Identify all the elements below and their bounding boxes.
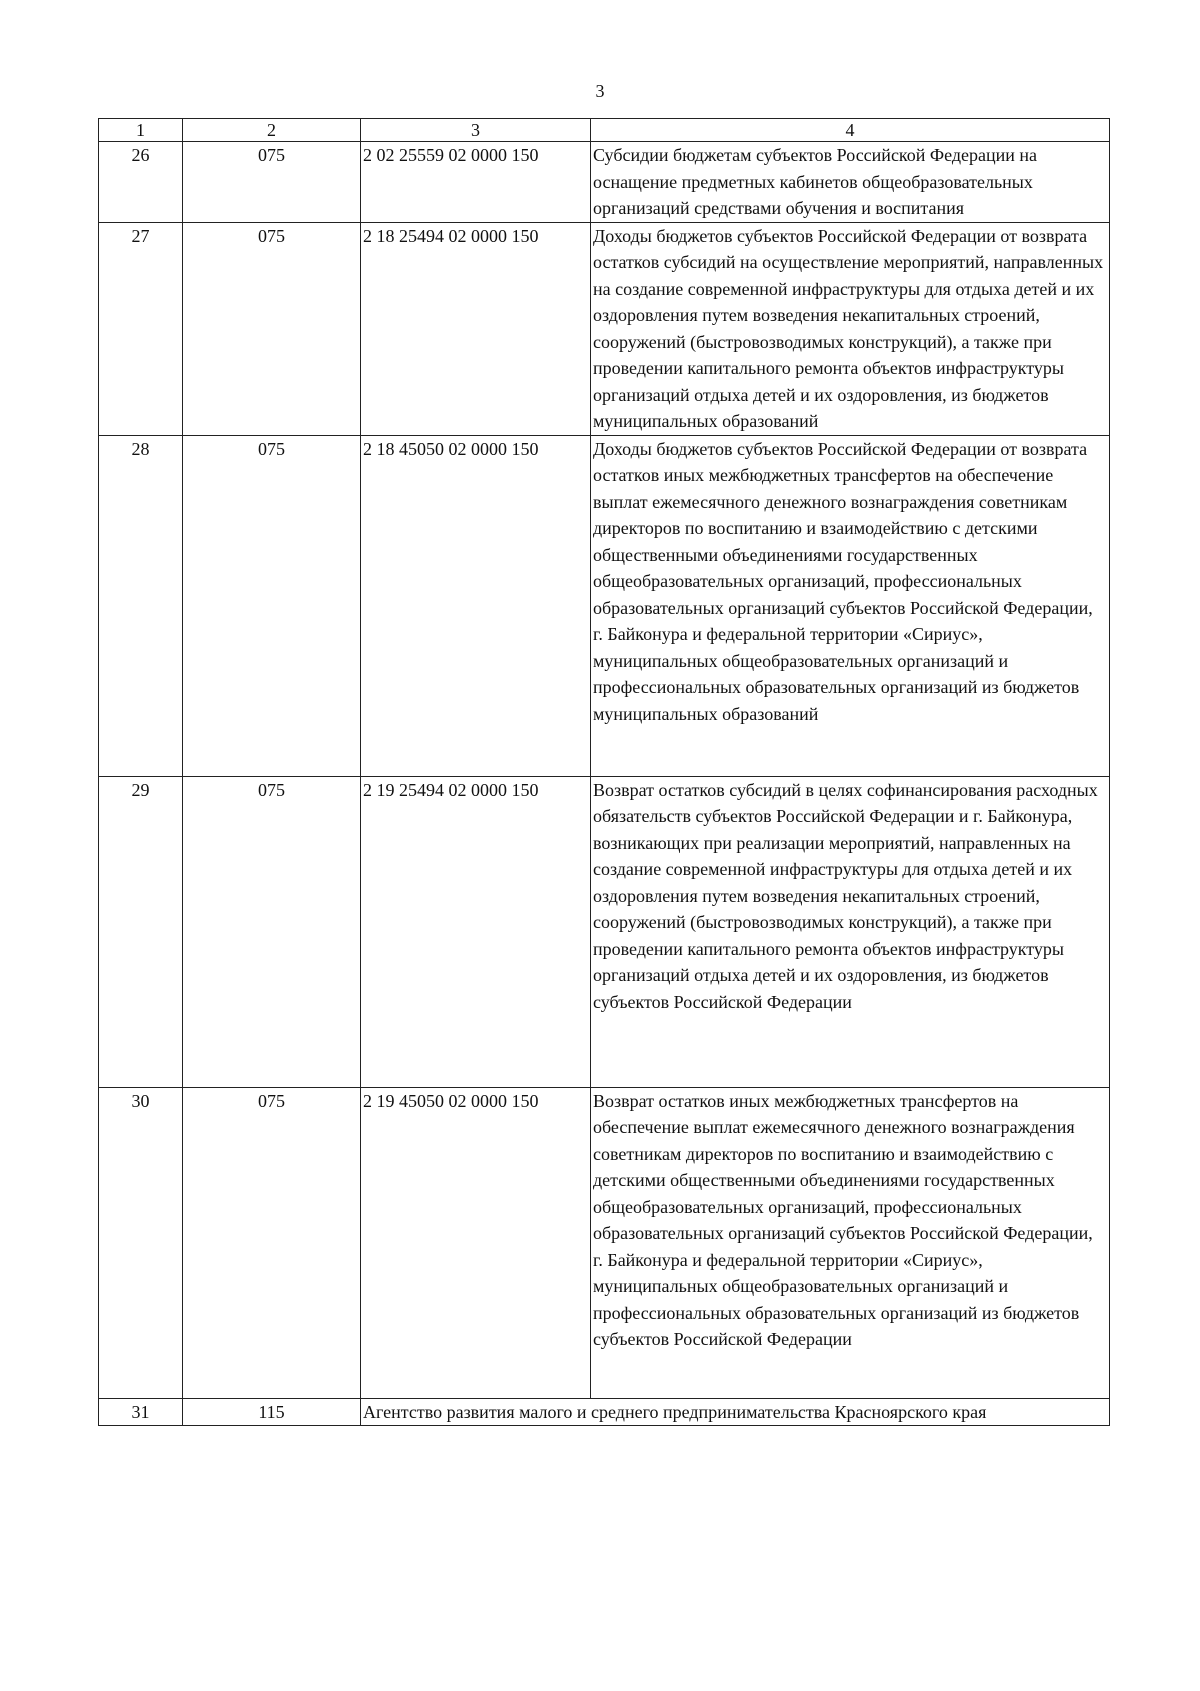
table-row	[99, 222, 1110, 435]
row-number: 29	[99, 776, 183, 1087]
income-description: Доходы бюджетов субъектов Российской Федерации от возврата остатков субсидий на осуществление мероприятий, направленных на создание современной инфраструктуры для отдыха детей и их оздоровления путем возведения некапитальных строений, сооружений (быстровозводимых конструкций), а также при проведении капитального ремонта объектов инфраструктуры организаций отдыха детей и их оздоровления, из бюджетов муниципальных образований	[591, 222, 1110, 435]
header-col-3: 3	[361, 119, 591, 142]
table-row	[99, 1398, 1110, 1426]
row-number: 27	[99, 222, 183, 435]
income-description: Возврат остатков субсидий в целях софинансирования расходных обязательств субъектов Российской Федерации и г. Байконура, возникающих при реализации мероприятий, направленных на создание современной инфраструктуры для отдыха детей и их оздоровления путем возведения некапитальных строений, сооружений (быстровозводимых конструкций), а также при проведении капитального ремонта объектов инфраструктуры организаций отдыха детей и их оздоровления, из бюджетов субъектов Российской Федерации	[591, 776, 1110, 1087]
admin-code: 075	[183, 142, 361, 223]
income-description: Субсидии бюджетам субъектов Российской Федерации на оснащение предметных кабинетов общеобразовательных организаций средствами обучения и воспитания	[591, 142, 1110, 223]
header-col-2: 2	[183, 119, 361, 142]
row-number: 26	[99, 142, 183, 223]
admin-code: 075	[183, 1087, 361, 1398]
agency-name: Агентство развития малого и среднего предпринимательства Красноярского края	[361, 1398, 1110, 1426]
table-row	[99, 435, 1110, 776]
table-header-row	[99, 119, 1110, 142]
admin-code: 075	[183, 222, 361, 435]
row-number: 28	[99, 435, 183, 776]
budget-code: 2 19 45050 02 0000 150	[361, 1087, 591, 1398]
admin-code: 115	[183, 1398, 361, 1426]
row-number: 31	[99, 1398, 183, 1426]
table-row	[99, 776, 1110, 1087]
admin-code: 075	[183, 776, 361, 1087]
budget-classification-table	[98, 118, 1110, 1426]
header-col-4: 4	[591, 119, 1110, 142]
table-row	[99, 142, 1110, 223]
row-number: 30	[99, 1087, 183, 1398]
budget-code: 2 18 45050 02 0000 150	[361, 435, 591, 776]
page-number: 3	[595, 81, 605, 101]
admin-code: 075	[183, 435, 361, 776]
income-description: Возврат остатков иных межбюджетных трансфертов на обеспечение выплат ежемесячного денежного вознаграждения советникам директоров по воспитанию и взаимодействию с детскими общественными объединениями государственных общеобразовательных организаций, профессиональных образовательных организаций субъектов Российской Федерации, г. Байконура и федеральной территории «Сириус», муниципальных общеобразовательных организаций и профессиональных образовательных организаций из бюджетов субъектов Российской Федерации	[591, 1087, 1110, 1398]
income-description: Доходы бюджетов субъектов Российской Федерации от возврата остатков иных межбюджетных трансфертов на обеспечение выплат ежемесячного денежного вознаграждения советникам директоров по воспитанию и взаимодействию с детскими общественными объединениями государственных общеобразовательных организаций, профессиональных образовательных организаций субъектов Российской Федерации, г. Байконура и федеральной территории «Сириус», муниципальных общеобразовательных организаций и профессиональных образовательных организаций из бюджетов муниципальных образований	[591, 435, 1110, 776]
header-col-1: 1	[99, 119, 183, 142]
budget-code: 2 02 25559 02 0000 150	[361, 142, 591, 223]
budget-code: 2 18 25494 02 0000 150	[361, 222, 591, 435]
table-row	[99, 1087, 1110, 1398]
budget-code: 2 19 25494 02 0000 150	[361, 776, 591, 1087]
